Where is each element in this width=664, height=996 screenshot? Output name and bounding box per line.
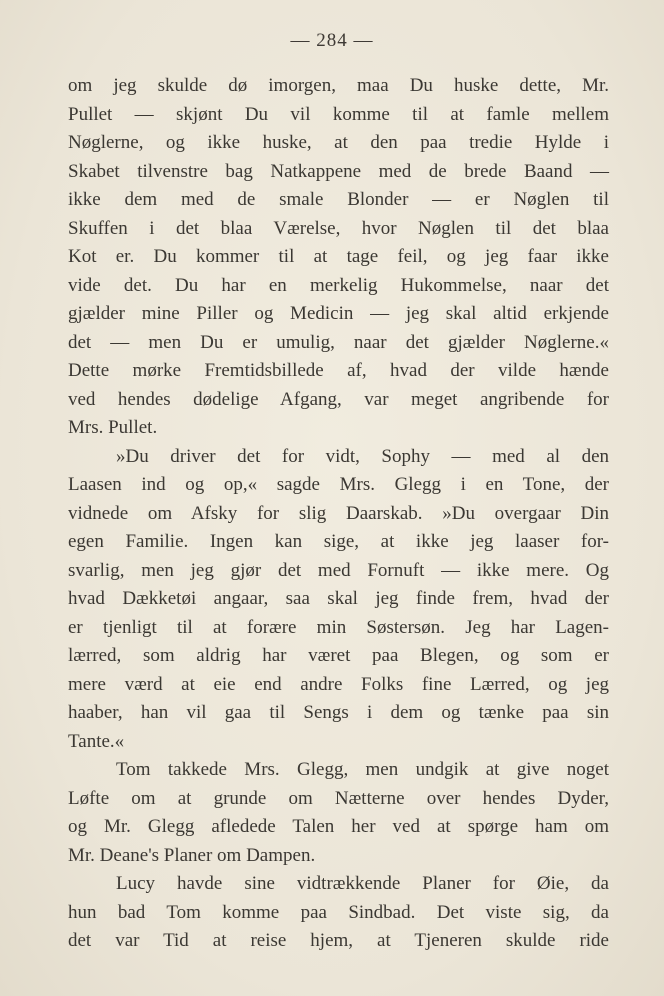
- text-line: det — men Du er umulig, naar det gjælder Nøglerne.«: [68, 331, 609, 353]
- text-line: »Du driver det for vidt, Sophy — med al den: [116, 445, 609, 467]
- text-line: mere værd at eie end andre Folks fine Lærred, og jeg: [68, 673, 609, 695]
- text-line: og Mr. Glegg afledede Talen her ved at spørge ham om: [68, 816, 609, 837]
- text-line: Pullet — skjønt Du vil komme til at famle mellem: [68, 103, 609, 125]
- text-line: Tom takkede Mrs. Glegg, men undgik at give noget: [116, 759, 609, 780]
- text-line: egen Familie. Ingen kan sige, at ikke jeg laaser for-: [68, 531, 609, 552]
- text-line: ved hendes dødelige Afgang, var meget angribende for: [68, 388, 609, 410]
- text-line: Kot er. Du kommer til at tage feil, og jeg faar ikke: [68, 246, 609, 267]
- text-line: Lucy havde sine vidtrækkende Planer for Øie, da: [116, 873, 609, 894]
- text-line: vidnede om Afsky for slig Daarskab. »Du overgaar Din: [68, 502, 609, 524]
- text-line: Mr. Deane's Planer om Dampen.: [68, 844, 316, 866]
- text-line: Laasen ind og op,« sagde Mrs. Glegg i en Tone, der: [68, 474, 609, 495]
- text-line: Mrs. Pullet.: [68, 417, 158, 438]
- text-line: Skuffen i det blaa Værelse, hvor Nøglen til det blaa: [68, 217, 609, 239]
- text-line: hun bad Tom komme paa Sindbad. Det viste sig, da: [68, 901, 609, 923]
- text-line: gjælder mine Piller og Medicin — jeg skal altid erkjende: [68, 303, 609, 324]
- text-line: lærred, som aldrig har været paa Blegen, og som er: [68, 645, 609, 666]
- text-line: ikke dem med de smale Blonder — er Nøglen til: [68, 189, 609, 210]
- text-line: Løfte om at grunde om Nætterne over hendes Dyder,: [68, 787, 609, 809]
- text-line: er tjenligt til at forære min Søstersøn. Jeg har Lagen-: [68, 616, 609, 638]
- text-line: vide det. Du har en merkelig Hukommelse, naar det: [68, 274, 609, 296]
- text-line: Nøglerne, og ikke huske, at den paa tredie Hylde i: [68, 132, 609, 153]
- body-text: [68, 72, 609, 956]
- text-line: Skabet tilvenstre bag Natkappene med de brede Baand —: [68, 160, 609, 182]
- text-line: det var Tid at reise hjem, at Tjeneren skulde ride: [68, 930, 609, 951]
- text-line: om jeg skulde dø imorgen, maa Du huske dette, Mr.: [68, 75, 609, 96]
- text-line: svarlig, men jeg gjør det med Fornuft — ikke mere. Og: [68, 559, 609, 581]
- text-line: Tante.«: [68, 730, 125, 752]
- text-line: Dette mørke Fremtidsbillede af, hvad der vilde hænde: [68, 360, 609, 381]
- page-number: — 284 —: [290, 30, 374, 51]
- text-line: haaber, han vil gaa til Sengs i dem og tænke paa sin: [68, 702, 609, 723]
- text-line: hvad Dækketøi angaar, saa skal jeg finde frem, hvad der: [68, 588, 609, 609]
